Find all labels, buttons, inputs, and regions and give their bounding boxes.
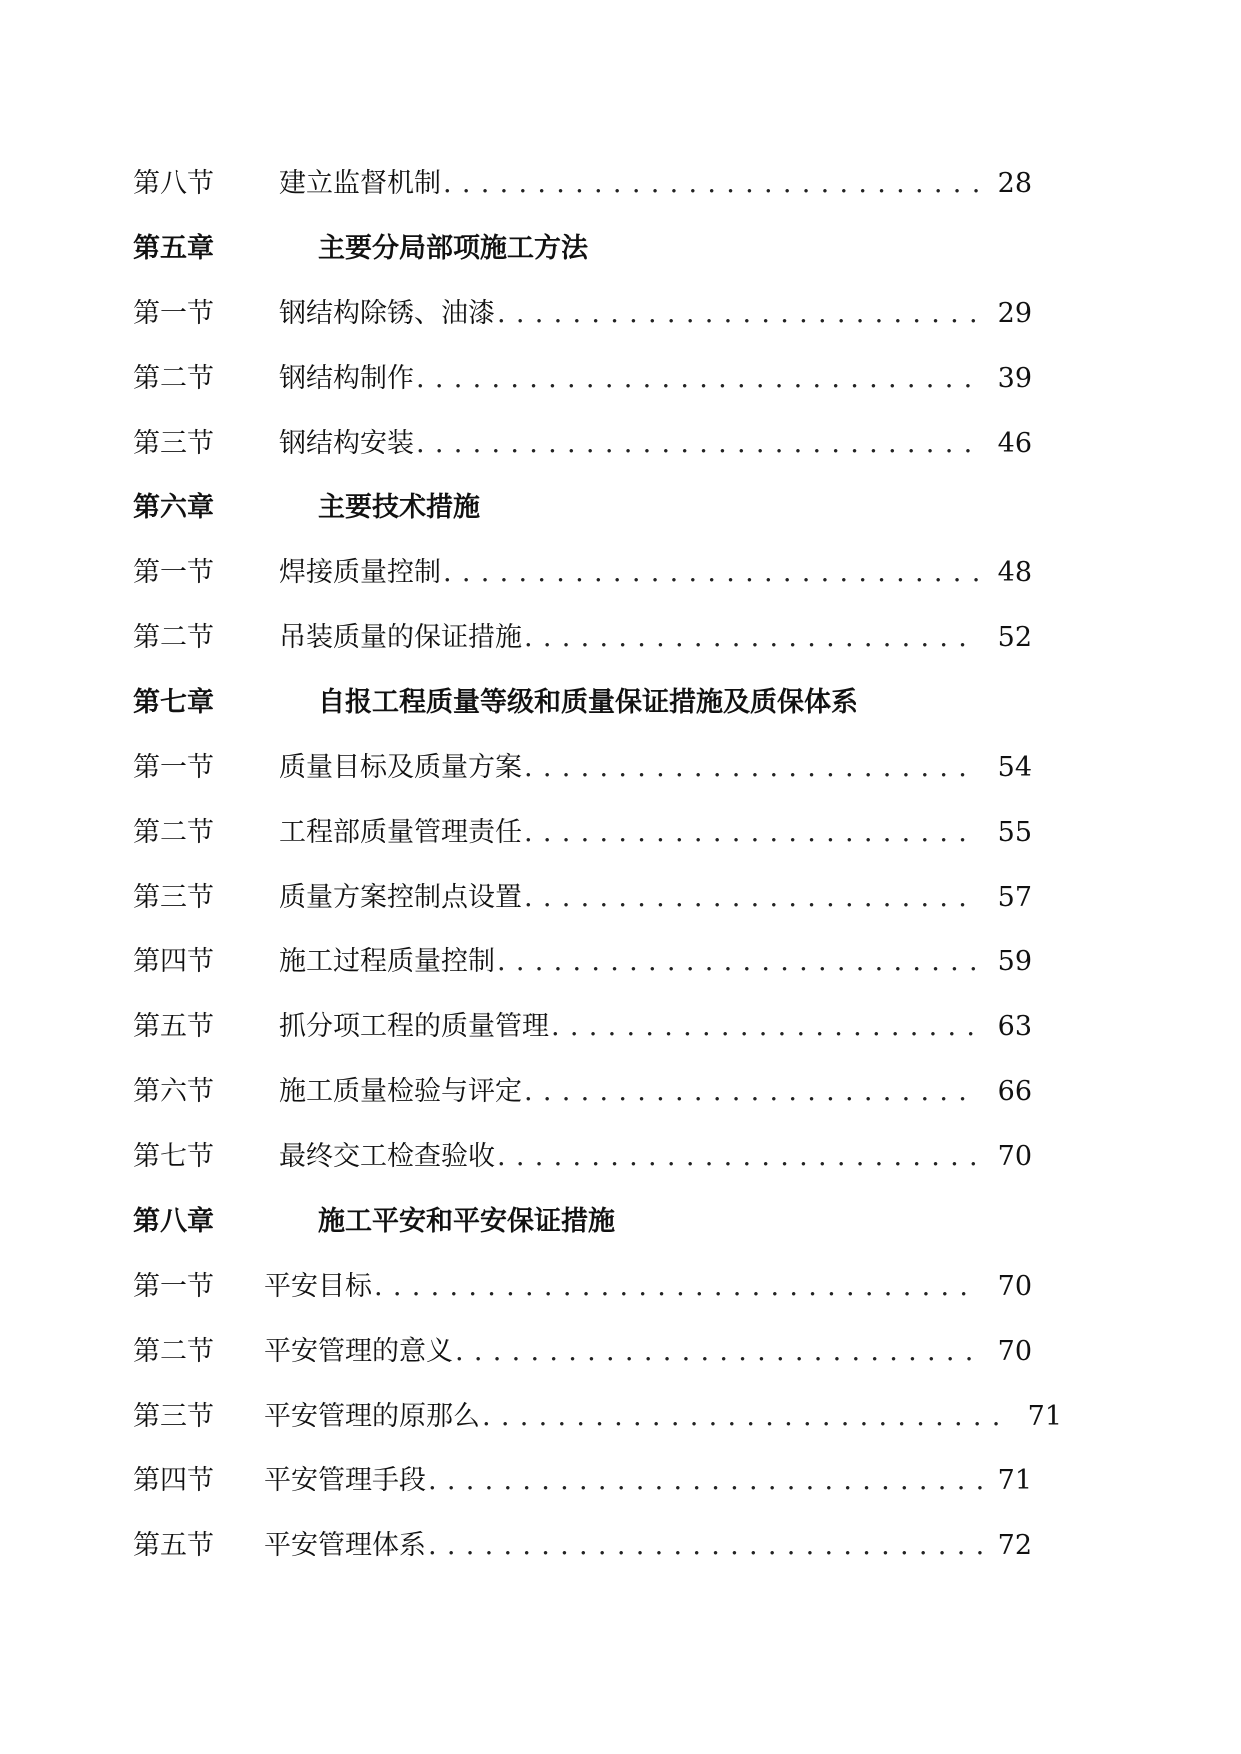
- toc-page-number: 48: [997, 557, 1032, 588]
- toc-title: 施工质量检验与评定: [279, 1076, 522, 1107]
- toc-leader: ........................: [524, 752, 978, 783]
- toc-title: 最终交工检查验收: [279, 1141, 495, 1172]
- toc-title: 平安目标: [264, 1271, 372, 1302]
- toc-section[interactable]: [0, 746, 1241, 790]
- toc-leader: ........................: [524, 622, 978, 653]
- toc-number: 第一节: [133, 557, 214, 588]
- toc-section[interactable]: [0, 1524, 1241, 1568]
- toc-leader: ..............................: [428, 1465, 995, 1496]
- toc-title: 自报工程质量等级和质量保证措施及质保体系: [318, 687, 858, 718]
- toc-number: 第七节: [133, 1141, 214, 1172]
- toc-section[interactable]: [0, 1265, 1241, 1309]
- toc-leader: ........................: [524, 817, 978, 848]
- toc-number: 第八章: [133, 1206, 214, 1237]
- toc-chapter[interactable]: [0, 227, 1241, 271]
- toc-section[interactable]: [0, 357, 1241, 401]
- toc-section[interactable]: [0, 292, 1241, 336]
- toc-page-number: 55: [997, 817, 1032, 848]
- toc-number: 第一节: [133, 298, 214, 329]
- toc-section[interactable]: [0, 551, 1241, 595]
- toc-title: 平安管理体系: [264, 1530, 426, 1561]
- toc-chapter[interactable]: [0, 1200, 1241, 1244]
- toc-page-number: 71: [1027, 1401, 1062, 1432]
- toc-page-number: 72: [997, 1530, 1032, 1561]
- toc-leader: ..............................: [416, 363, 983, 394]
- toc-section[interactable]: [0, 1459, 1241, 1503]
- toc-section[interactable]: [0, 1135, 1241, 1179]
- toc-page-number: 46: [997, 428, 1032, 459]
- toc-leader: .............................: [443, 168, 991, 199]
- toc-number: 第七章: [133, 687, 214, 718]
- toc-page-number: 70: [997, 1141, 1032, 1172]
- toc-title: 主要技术措施: [318, 492, 480, 523]
- toc-number: 第一节: [133, 1271, 214, 1302]
- toc-page-number: 29: [997, 298, 1032, 329]
- toc-leader: ................................: [374, 1271, 979, 1302]
- toc-section[interactable]: [0, 162, 1241, 206]
- toc-page-number: 63: [997, 1011, 1032, 1042]
- toc-section[interactable]: [0, 876, 1241, 920]
- toc-section[interactable]: [0, 1330, 1241, 1374]
- toc-title: 钢结构安装: [279, 428, 414, 459]
- toc-chapter[interactable]: [0, 486, 1241, 530]
- toc-page-number: 28: [997, 168, 1032, 199]
- toc-title: 吊装质量的保证措施: [279, 622, 522, 653]
- toc-section[interactable]: [0, 811, 1241, 855]
- toc-number: 第三节: [133, 428, 214, 459]
- toc-leader: ........................: [524, 1076, 978, 1107]
- toc-leader: ........................: [524, 882, 978, 913]
- toc-section[interactable]: [0, 1070, 1241, 1114]
- toc-leader: ..............................: [428, 1530, 995, 1561]
- toc-number: 第三节: [133, 1401, 214, 1432]
- toc-number: 第六章: [133, 492, 214, 523]
- toc-title: 平安管理的原那么: [264, 1401, 480, 1432]
- toc-number: 第四节: [133, 1465, 214, 1496]
- toc-number: 第一节: [133, 752, 214, 783]
- toc-section[interactable]: [0, 1005, 1241, 1049]
- toc-section[interactable]: [0, 616, 1241, 660]
- toc-leader: ..........................: [497, 1141, 988, 1172]
- toc-page-number: 59: [997, 946, 1032, 977]
- toc-title: 施工平安和平安保证措施: [318, 1206, 615, 1237]
- toc-page-number: 54: [997, 752, 1032, 783]
- toc-number: 第五节: [133, 1530, 214, 1561]
- toc-title: 钢结构除锈、油漆: [279, 298, 495, 329]
- toc-page-number: 52: [997, 622, 1032, 653]
- toc-title: 主要分局部项施工方法: [318, 233, 588, 264]
- toc-page-number: 71: [997, 1465, 1032, 1496]
- toc-title: 抓分项工程的质量管理: [279, 1011, 549, 1042]
- toc-leader: ..........................: [497, 298, 988, 329]
- toc-number: 第五节: [133, 1011, 214, 1042]
- toc-number: 第二节: [133, 1336, 214, 1367]
- toc-page-number: 57: [997, 882, 1032, 913]
- toc-title: 平安管理的意义: [264, 1336, 453, 1367]
- toc-number: 第五章: [133, 233, 214, 264]
- toc-title: 建立监督机制: [279, 168, 441, 199]
- toc-title: 焊接质量控制: [279, 557, 441, 588]
- toc-title: 平安管理手段: [264, 1465, 426, 1496]
- toc-title: 施工过程质量控制: [279, 946, 495, 977]
- toc-page-number: 66: [997, 1076, 1032, 1107]
- toc-page-number: 39: [997, 363, 1032, 394]
- toc-title: 质量方案控制点设置: [279, 882, 522, 913]
- toc-page-number: 70: [997, 1336, 1032, 1367]
- toc-leader: ..........................: [497, 946, 988, 977]
- toc-section[interactable]: [0, 1395, 1241, 1439]
- toc-number: 第二节: [133, 817, 214, 848]
- toc-chapter[interactable]: [0, 681, 1241, 725]
- toc-section[interactable]: [0, 940, 1241, 984]
- toc-title: 钢结构制作: [279, 363, 414, 394]
- toc-section[interactable]: [0, 422, 1241, 466]
- toc-leader: .............................: [443, 557, 991, 588]
- toc-number: 第四节: [133, 946, 214, 977]
- toc-number: 第六节: [133, 1076, 214, 1107]
- toc-title: 质量目标及质量方案: [279, 752, 522, 783]
- toc-number: 第三节: [133, 882, 214, 913]
- toc-leader: ..............................: [416, 428, 983, 459]
- toc-leader: ............................: [482, 1401, 1011, 1432]
- toc-title: 工程部质量管理责任: [279, 817, 522, 848]
- toc-number: 第二节: [133, 622, 214, 653]
- toc-leader: ............................: [455, 1336, 984, 1367]
- toc-leader: .......................: [551, 1011, 986, 1042]
- toc-number: 第八节: [133, 168, 214, 199]
- toc-number: 第二节: [133, 363, 214, 394]
- toc-page-number: 70: [997, 1271, 1032, 1302]
